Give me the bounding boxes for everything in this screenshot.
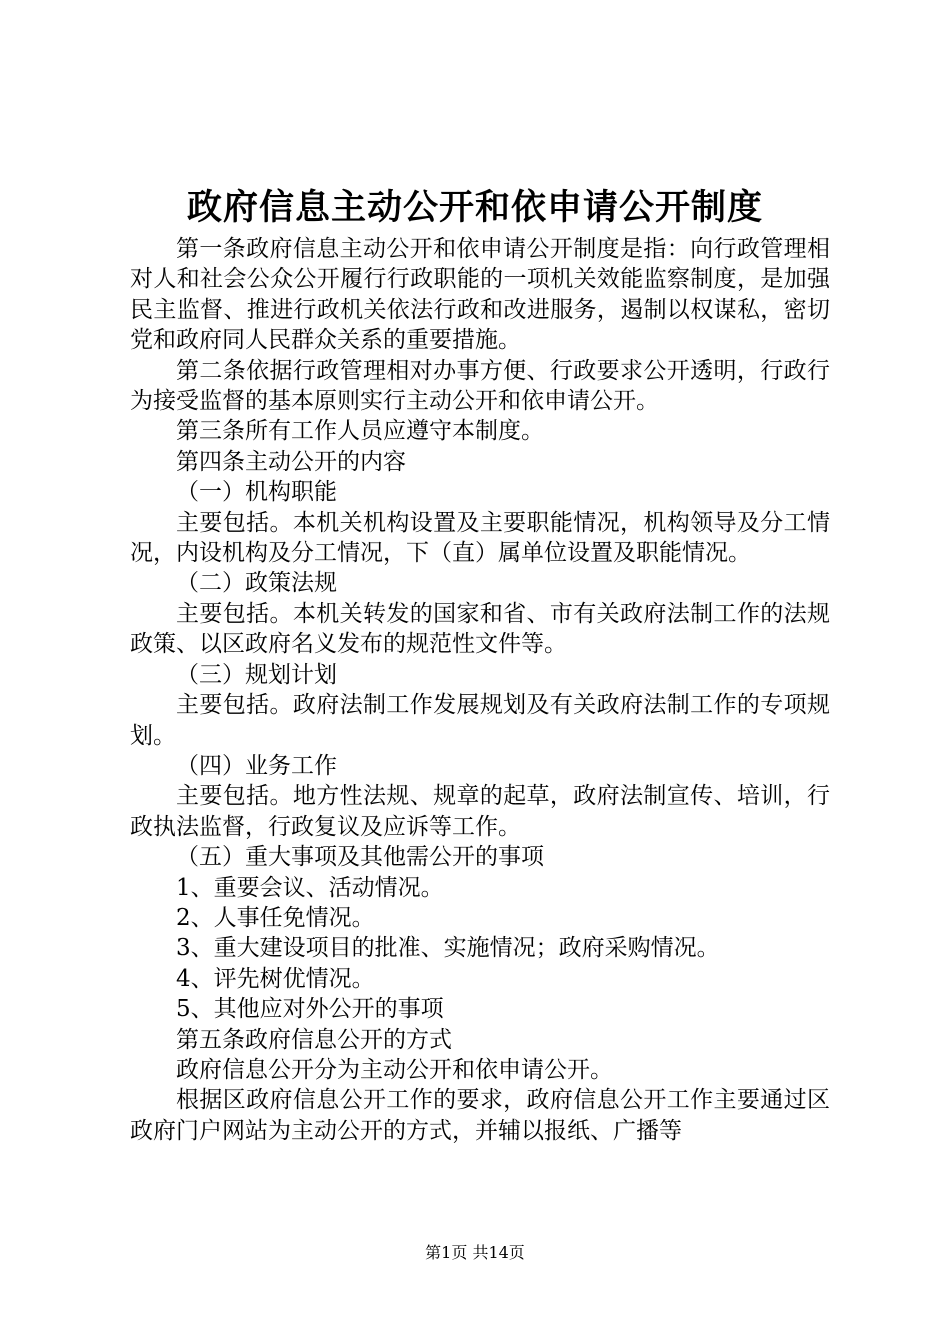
- list-item: 5、其他应对外公开的事项: [176, 996, 444, 1023]
- subheading-section-5: （五）重大事项及其他需公开的事项: [176, 844, 544, 871]
- paragraph-article-5-methods: 根据区政府信息公开工作的要求，政府信息公开工作主要通过区政府门户网站为主动公开的方式，并辅以报纸、广播等: [130, 1087, 830, 1144]
- subheading-section-2: （二）政策法规: [176, 570, 337, 597]
- page-number-footer: 第1页 共14页: [425, 1243, 525, 1262]
- paragraph-section-3: 主要包括。政府法制工作发展规划及有关政府法制工作的专项规划。: [130, 692, 830, 749]
- paragraph-section-2: 主要包括。本机关转发的国家和省、市有关政府法制工作的法规政策、以区政府名义发布的规范性文件等。: [130, 600, 830, 658]
- list-item: 2、人事任免情况。: [176, 904, 375, 931]
- paragraph-article-5-intro: 政府信息公开分为主动公开和依申请公开。: [176, 1056, 613, 1083]
- list-item: 4、评先树优情况。: [176, 965, 375, 992]
- subheading-section-1: （一）机构职能: [176, 479, 337, 506]
- list-item: 1、重要会议、活动情况。: [176, 874, 444, 901]
- subheading-section-4: （四）业务工作: [176, 752, 337, 779]
- document-body: [130, 234, 830, 1146]
- paragraph-section-1: 主要包括。本机关机构设置及主要职能情况，机构领导及分工情况，内设机构及分工情况，下（直）属单位设置及职能情况。: [130, 509, 830, 567]
- heading-article-5: 第五条政府信息公开的方式: [176, 1026, 452, 1053]
- paragraph-article-2: 第二条依据行政管理相对办事方便、行政要求公开透明，行政行为接受监督的基本原则实行主动公开和依申请公开。: [130, 357, 830, 415]
- list-item: 3、重大建设项目的批准、实施情况；政府采购情况。: [176, 935, 720, 962]
- heading-article-4: 第四条主动公开的内容: [176, 448, 406, 475]
- paragraph-section-4: 主要包括。地方性法规、规章的起草，政府法制宣传、培训，行政执法监督，行政复议及应诉等工作。: [130, 783, 830, 840]
- paragraph-article-1: 第一条政府信息主动公开和依申请公开制度是指：向行政管理相对人和社会公众公开履行行政职能的一项机关效能监察制度，是加强民主监督、推进行政机关依法行政和改进服务，遏制以权谋私，密切党和政府同人民群众关系的重要措施。: [130, 236, 830, 354]
- subheading-section-3: （三）规划计划: [176, 661, 337, 688]
- document-title: 政府信息主动公开和依申请公开制度: [186, 187, 763, 228]
- paragraph-article-3: 第三条所有工作人员应遵守本制度。: [176, 418, 544, 445]
